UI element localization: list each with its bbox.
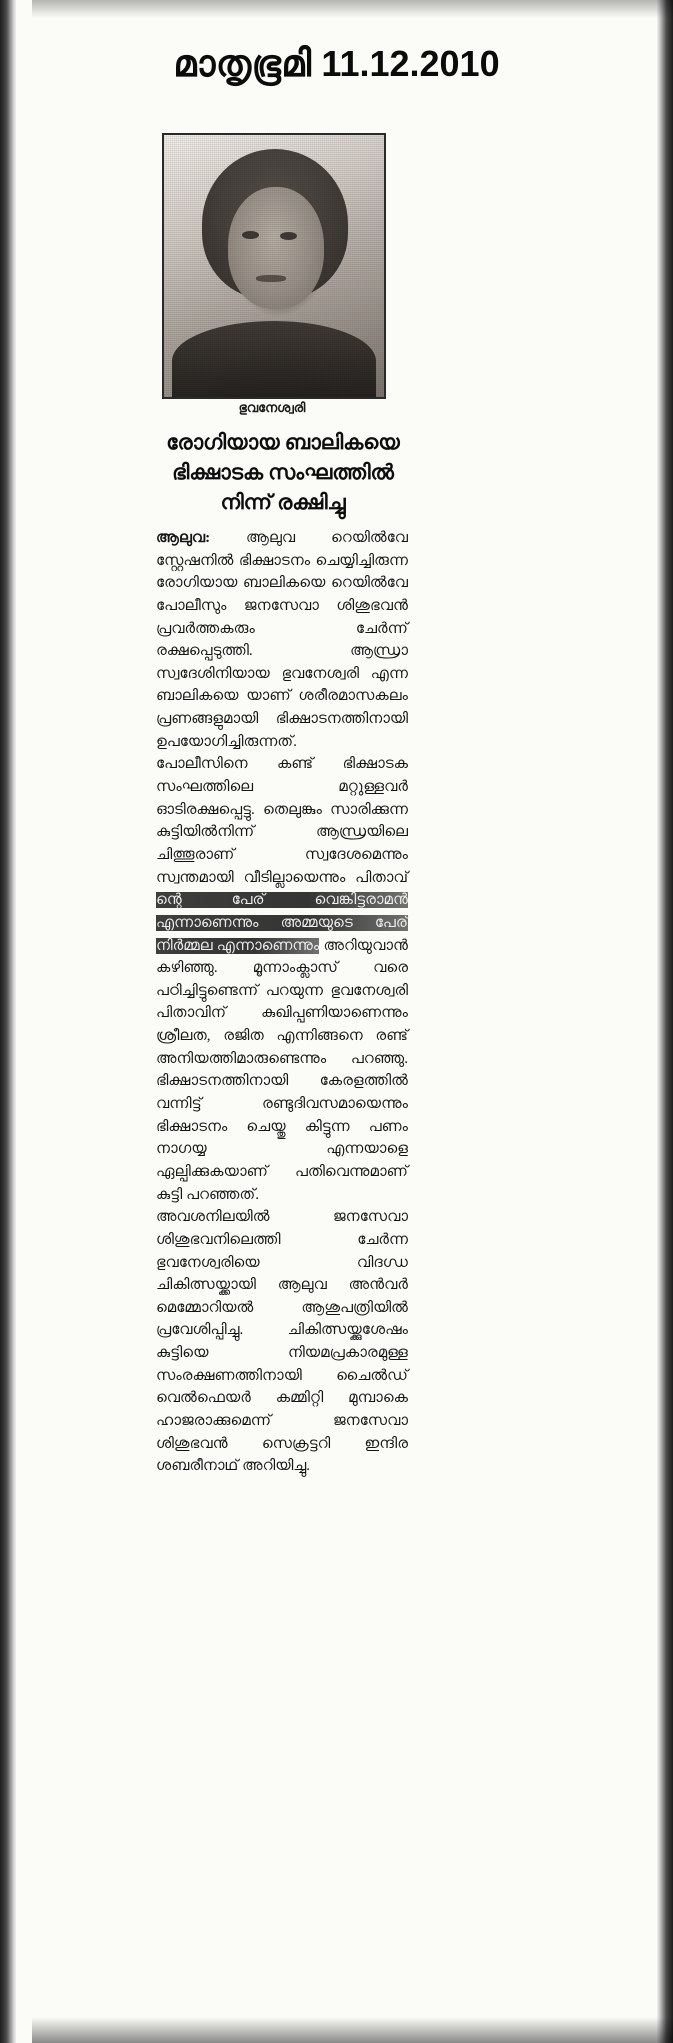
top-shadow: [32, 0, 673, 18]
masthead-publication: മാതൃഭൂമി: [173, 44, 312, 85]
article-paragraph-2-continued: അറിയുവാൻ കഴിഞ്ഞു. മൂന്നാംക്ലാസ് വരെ പഠിച്ചിട്ടുണ്ടെന്ന് പറയുന്ന ഭുവനേശ്വരി പിതാവിന് കുഖിപ്പണിയാണെന്നും ശ്രീലത, രജിത എന്നിങ്ങനെ രണ്ട് അനിയത്തിമാരുണ്ടെന്നും പറഞ്ഞു. ഭിക്ഷാടനത്തിനായി കേരളത്തിൽ വന്നിട്ട് രണ്ടുദിവസമായെന്നും ഭിക്ഷാടനം ചെയ്തു കിട്ടുന്ന പണം നാഗയ്യ എന്നയാളെ ഏല്പിക്കുകയാണ് പതിവെന്നുമാണ് കുട്ടി പറഞ്ഞത്.: [156, 937, 408, 1203]
article-body-column: [156, 527, 408, 1478]
bottom-shadow: [32, 2017, 673, 2043]
article-dateline: ആലുവ:: [156, 530, 211, 546]
article-paragraph-1: [156, 527, 408, 753]
photo-caption: ഭുവനേശ്വരി: [238, 400, 306, 415]
masthead: [16, 44, 657, 86]
headline-line-2: ഭിക്ഷാടക സംഘത്തിൽ: [172, 459, 394, 484]
headline-line-3: നിന്ന് രക്ഷിച്ചു: [220, 489, 346, 514]
masthead-date: 11.12.2010: [321, 43, 500, 84]
article-paragraph-2-text: പോലീസിനെ കണ്ട് ഭിക്ഷാടക സംഘത്തിലെ മറ്റുള്ളവർ ഓടിരക്ഷപ്പെട്ടു. തെലുങ്കും സാരിക്കുന്ന കുട്ടിയിൽനിന്ന് ആന്ധ്രയിലെ ചിത്തൂരാണ് സ്വദേശമെന്നും സ്വന്തമായി വീടില്ലായെന്നും പിതാവ്: [156, 756, 408, 886]
clipping-body: [16, 0, 657, 2043]
scan-edge-right: [657, 0, 673, 2043]
article-headline: [158, 428, 408, 517]
article-paragraph-1-text: ആലുവ റെയിൽവേ സ്റ്റേഷനിൽ ഭിക്ഷാടനം ചെയ്യിച്ചിരുന്ന രോഗിയായ ബാലികയെ റെയിൽവേ പോലീസും ജനസേവാ ശിശുഭവൻ പ്രവർത്തകരും ചേർന്ന് രക്ഷപ്പെടുത്തി. ആന്ധ്രാ സ്വദേശിനിയായ ഭുവനേശ്വരി എന്ന ബാലികയെ യാണ് ശരീരമാസകലം പ്രണങ്ങളുമായി ഭിക്ഷാടനത്തിനായി ഉപയോഗിച്ചിരുന്നത്.: [156, 530, 408, 750]
headline-line-1: രോഗിയായ ബാലികയെ: [166, 430, 400, 454]
article-paragraph-2: [156, 753, 408, 1206]
scan-edge-left: [0, 0, 16, 2043]
article-photo: [162, 133, 386, 399]
photo-grain-overlay: [164, 135, 384, 397]
article-paragraph-3: അവശനിലയിൽ ജനസേവാ ശിശുഭവനിലെത്തി ചേർന്ന ഭുവനേശ്വരിയെ വിദഗ്ധ ചികിത്സയ്ക്കായി ആലുവ അൻവർ മെമ്മോറിയൽ ആശുപത്രിയിൽ പ്രവേശിപ്പിച്ചു. ചികിത്സയ്ക്കുശേഷം കുട്ടിയെ നിയമപ്രകാരമുള്ള സംരക്ഷണത്തിനായി ചൈൽഡ് വെൽഫെയർ കമ്മിറ്റി മുമ്പാകെ ഹാജരാക്കുമെന്ന് ജനസേവാ ശിശുഭവൻ സെക്രട്ടറി ഇന്ദിര ശബരീനാഥ് അറിയിച്ചു.: [156, 1209, 408, 1475]
article-smudged-text: ന്റെ പേര് വെങ്കിട്ടരാമൻ എന്നാണെന്നും അമ്മയുടെ പേര് നിർമ്മല എന്നാണെന്നും: [156, 892, 408, 954]
